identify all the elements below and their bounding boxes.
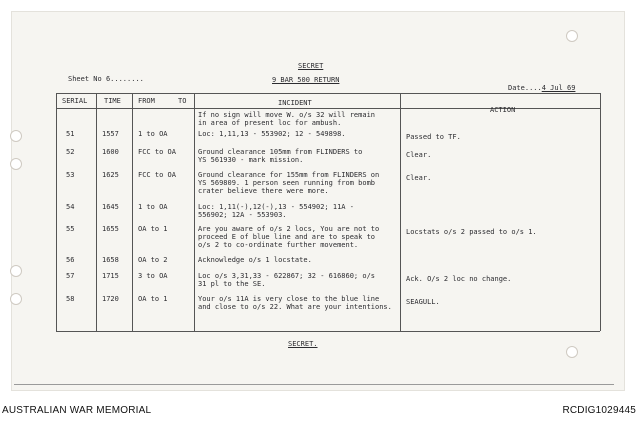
sheet-label: Sheet No [68, 75, 102, 83]
col-header-from: FROM [138, 97, 155, 105]
from-to-cell: 1 to OA [138, 130, 168, 138]
time-cell: 1625 [102, 171, 119, 179]
incident-line: o/s 2 to co-ordinate further movement. [198, 241, 359, 249]
column-rule [600, 93, 601, 331]
column-rule [132, 93, 133, 331]
from-to-cell: OA to 2 [138, 256, 168, 264]
archive-institution: AUSTRALIAN WAR MEMORIAL [2, 405, 152, 416]
column-rule [56, 93, 57, 331]
serial-cell: 53 [66, 171, 75, 179]
date-field [508, 84, 575, 92]
incident-line: YS 561930 - mark mission. [198, 156, 304, 164]
incident-line: If no sign will move W. o/s 32 will remain [198, 111, 376, 119]
sheet-number-field [68, 75, 144, 83]
from-to-cell: OA to 1 [138, 295, 168, 303]
time-cell: 1715 [102, 272, 119, 280]
incident-line: Your o/s 11A is very close to the blue line [198, 295, 380, 303]
from-to-cell: FCC to OA [138, 171, 176, 179]
incident-line: and close to o/s 22. What are your intentions. [198, 303, 392, 311]
time-cell: 1600 [102, 148, 119, 156]
incident-line: Loc: 1,11,13 - 553902; 12 - 549898. [198, 130, 346, 138]
time-cell: 1557 [102, 130, 119, 138]
punch-hole [566, 346, 578, 358]
from-to-cell: FCC to OA [138, 148, 176, 156]
action-line: SEAGULL. [406, 298, 440, 306]
serial-cell: 54 [66, 203, 75, 211]
archive-item-id: RCDIG1029445 [562, 405, 636, 416]
serial-cell: 52 [66, 148, 75, 156]
incident-line: Loc: 1,11(-),12(-),13 - 554902; 11A - [198, 203, 354, 211]
punch-hole [10, 293, 22, 305]
incident-line: Acknowledge o/s 1 locstate. [198, 256, 312, 264]
sheet-dots: ........ [110, 75, 144, 83]
punch-hole [10, 265, 22, 277]
incident-line: Loc o/s 3,31,33 - 622867; 32 - 616860; o/s [198, 272, 376, 280]
incident-line: in area of present loc for ambush. [198, 119, 342, 127]
classification-top: SECRET [298, 62, 324, 70]
table-bottom-rule [56, 331, 600, 332]
incident-line: proceed E of blue line and are to speak to [198, 233, 376, 241]
col-header-serial: SERIAL [62, 97, 88, 105]
col-header-action: ACTION [490, 106, 516, 114]
header-bottom-rule [56, 108, 600, 109]
col-header-incident: INCIDENT [278, 99, 312, 107]
time-cell: 1645 [102, 203, 119, 211]
log-title: 9 BAR 500 RETURN [272, 76, 340, 84]
serial-cell: 56 [66, 256, 75, 264]
table-top-rule [56, 93, 600, 94]
from-to-cell: OA to 1 [138, 225, 168, 233]
action-line: Clear. [406, 151, 432, 159]
date-label: Date [508, 84, 525, 92]
serial-cell: 58 [66, 295, 75, 303]
date-dots: .... [524, 84, 542, 92]
serial-cell: 57 [66, 272, 75, 280]
incident-line: YS 569809. 1 person seen running from bomb [198, 179, 376, 187]
sheet-number: 6 [105, 75, 111, 83]
action-line: Clear. [406, 174, 432, 182]
action-line: Passed to TF. [406, 133, 461, 141]
punch-hole [10, 158, 22, 170]
col-header-to: TO [178, 97, 187, 105]
column-rule [400, 93, 401, 331]
action-line: Locstats o/s 2 passed to o/s 1. [406, 228, 537, 236]
incident-line: Ground clearance 105mm from FLINDERS to [198, 148, 363, 156]
column-rule [194, 93, 195, 331]
time-cell: 1720 [102, 295, 119, 303]
classification-bottom: SECRET. [288, 340, 318, 348]
serial-cell: 51 [66, 130, 75, 138]
incident-line: Ground clearance for 155mm from FLINDERS on [198, 171, 380, 179]
action-line: Ack. O/s 2 loc no change. [406, 275, 512, 283]
punch-hole [566, 30, 578, 42]
from-to-cell: 3 to OA [138, 272, 168, 280]
column-rule [96, 93, 97, 331]
from-to-cell: 1 to OA [138, 203, 168, 211]
incident-line: 556902; 12A - 553903. [198, 211, 287, 219]
incident-line: crater believe there were more. [198, 187, 329, 195]
date-value: 4 Jul 69 [541, 84, 576, 92]
incident-line: 31 pl to the SE. [198, 280, 266, 288]
sheet-edge-line [14, 384, 614, 385]
col-header-time: TIME [104, 97, 121, 105]
punch-hole [10, 130, 22, 142]
time-cell: 1655 [102, 225, 119, 233]
incident-line: Are you aware of o/s 2 locs, You are not to [198, 225, 380, 233]
time-cell: 1658 [102, 256, 119, 264]
serial-cell: 55 [66, 225, 75, 233]
